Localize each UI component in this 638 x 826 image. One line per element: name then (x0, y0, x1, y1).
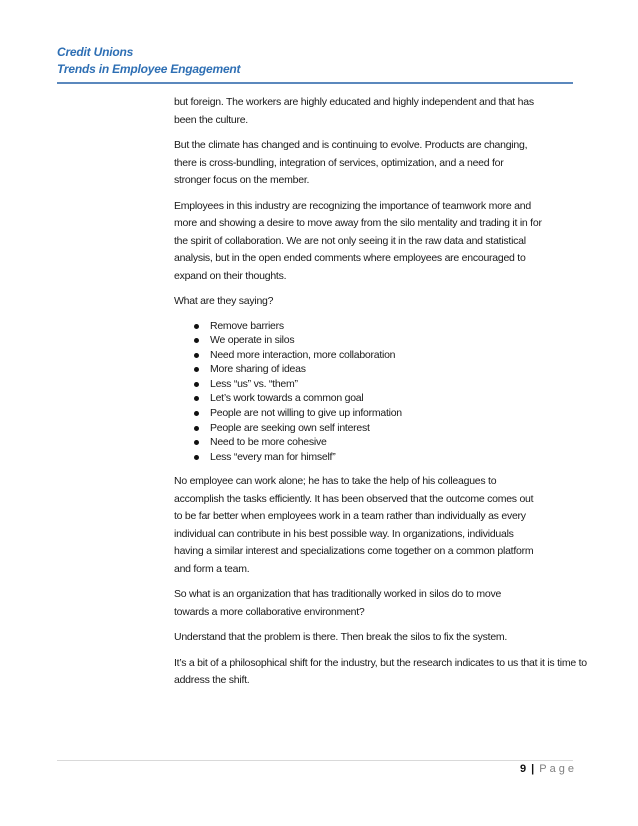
list-item (194, 362, 594, 377)
list-item-text: Need more interaction, more collaboration (210, 348, 396, 361)
bullet-icon (194, 411, 199, 416)
bullet-icon (194, 396, 199, 401)
list-item-text: People are not willing to give up information (210, 407, 402, 420)
page-footer (520, 762, 577, 776)
footer-divider (57, 760, 573, 761)
paragraph: but foreign. The workers are highly educated and highly independent and that has been the culture. (174, 96, 534, 126)
list-item (194, 377, 594, 392)
paragraph: Employees in this industry are recognizing the importance of teamwork more and more and showing a desire to move away from the silo mentality and trading it in for the spirit of collaboration. We are not only seeing it in the raw data and statistical analysis, but in the open ended comments where employees are encouraged to expand on their thoughts. (174, 199, 542, 282)
bullet-list (174, 319, 594, 465)
page-header (57, 44, 577, 78)
paragraph: But the climate has changed and is continuing to evolve. Products are changing, there is cross-bundling, integration of services, optimization, and a need for stronger focus on the member. (174, 139, 528, 186)
paragraph: No employee can work alone; he has to take the help of his colleagues to accomplish the tasks efficiently. It has been observed that the outcome comes out to be far better when employees work in a team rather than individually as every individual can contribute in his best possible way. In organizations, individuals having a similar interest and specializations come together on a common platform and form a team. (174, 475, 534, 575)
paragraph: It’s a bit of a philosophical shift for the industry, but the research indicates to us that it is time to address the shift. (174, 656, 587, 687)
bullet-icon (194, 426, 199, 431)
list-item-text: Less “us” vs. “them” (210, 377, 298, 390)
list-item (194, 421, 594, 436)
list-item (194, 450, 594, 465)
list-item-text: People are seeking own self interest (210, 421, 370, 434)
header-divider (57, 82, 573, 84)
document-body (174, 94, 594, 698)
header-title: Credit Unions (57, 45, 134, 59)
bullet-icon (194, 455, 199, 460)
bullet-icon (194, 324, 199, 329)
bullet-icon (194, 338, 199, 343)
bullet-icon (194, 440, 199, 445)
list-item-text: More sharing of ideas (210, 363, 306, 376)
list-item-text: Less “every man for himself” (210, 450, 336, 463)
list-item-text: Remove barriers (210, 319, 284, 332)
list-item (194, 333, 594, 348)
paragraph: Understand that the problem is there. Then break the silos to fix the system. (174, 631, 508, 644)
bullet-icon (194, 367, 199, 372)
header-subtitle: Trends in Employee Engagement (57, 62, 241, 76)
list-item (194, 319, 594, 334)
list-item (194, 406, 594, 421)
list-item-text: We operate in silos (210, 334, 295, 347)
bullet-icon (194, 353, 199, 358)
list-item (194, 391, 594, 406)
paragraph-question: What are they saying? (174, 295, 274, 307)
page-label: Page (539, 763, 577, 775)
list-item (194, 348, 594, 363)
list-item (194, 435, 594, 450)
list-item-text: Let’s work towards a common goal (210, 392, 364, 405)
bullet-icon (194, 382, 199, 387)
list-item-text: Need to be more cohesive (210, 436, 327, 449)
page-number: 9 (519, 763, 527, 775)
footer-separator: | (531, 763, 535, 775)
paragraph: So what is an organization that has traditionally worked in silos do to move towards a more collaborative environment? (174, 588, 502, 618)
